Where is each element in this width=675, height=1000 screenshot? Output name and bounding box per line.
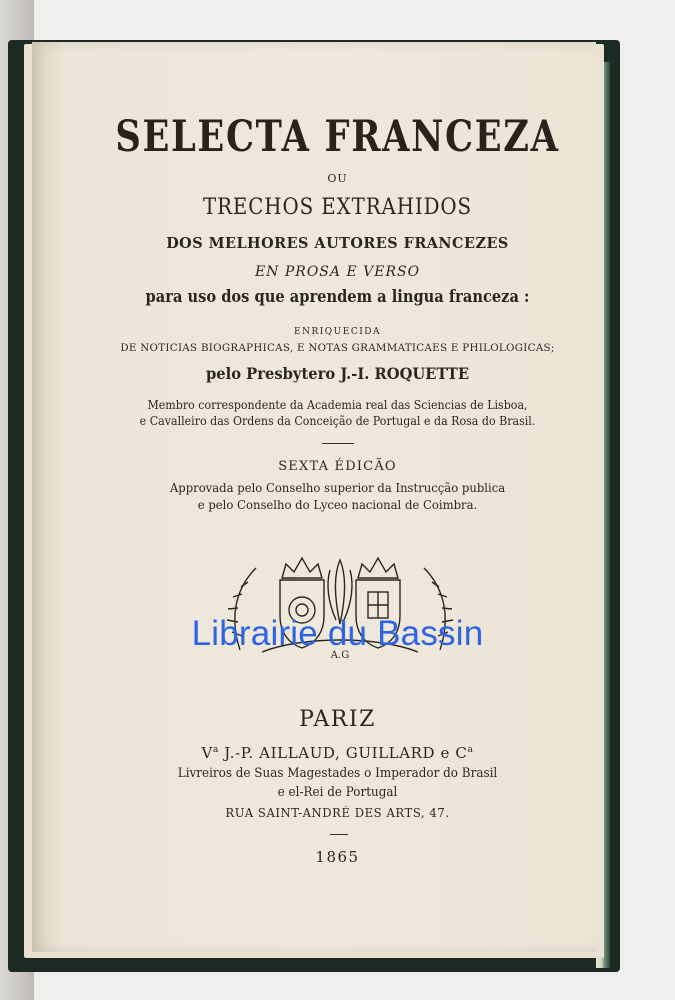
notes-line: DE NOTICIAS BIOGRAPHICAS, E NOTAS GRAMMATICAES E PHILOLOGICAS; <box>120 342 555 354</box>
subtitle-line-4: para uso dos que aprendem a lingua franceza : <box>145 287 530 307</box>
publisher-name <box>0 744 675 762</box>
publication-year: 1865 <box>315 848 360 866</box>
publisher-line-1: Livreiros de Suas Magestades o Imperador do Brasil <box>177 766 498 781</box>
enriched-label: ENRIQUECIDA <box>294 327 381 337</box>
emblem-monogram: A.G <box>330 650 350 661</box>
publisher-name-text: J.-P. AILLAUD, GUILLARD e C <box>218 744 468 762</box>
watermark-text: Librairie du Bassin <box>191 614 484 653</box>
author-credential-2: e Cavalleiro das Ordens da Conceição de Portugal e da Rosa do Brasil. <box>139 414 536 428</box>
approval-line-2: e pelo Conselho do Lyceo nacional de Coimbra. <box>197 497 478 512</box>
publisher-address: RUA SAINT-ANDRÉ DES ARTS, 47. <box>225 805 450 820</box>
subtitle-line-3: EN PROSA E VERSO <box>254 264 421 280</box>
author-line: pelo Presbytero J.-I. ROQUETTE <box>205 364 470 383</box>
subtitle-line-1: TRECHOS EXTRAHIDOS <box>202 195 472 220</box>
divider-rule-2 <box>330 834 348 835</box>
publisher-line-2: e el-Rei de Portugal <box>277 785 398 800</box>
publisher-suffix-superscript: a <box>467 745 474 755</box>
book-title: SELECTA FRANCEZA <box>115 112 560 162</box>
author-credential-1: Membro correspondente da Academia real das Sciencias de Lisboa, <box>147 398 528 412</box>
publisher-prefix: V <box>201 744 213 762</box>
approval-line-1: Approvada pelo Conselho superior da Instrucção publica <box>169 480 506 495</box>
subtitle-line-2: DOS MELHORES AUTORES FRANCEZES <box>166 234 509 252</box>
imprint-place: PARIZ <box>299 707 376 732</box>
title-conjunction: OU <box>327 172 348 185</box>
publisher-prefix-superscript: a <box>212 745 219 755</box>
edition-line: SEXTA ÉDICÃO <box>278 459 397 474</box>
divider-rule-1 <box>322 443 354 444</box>
